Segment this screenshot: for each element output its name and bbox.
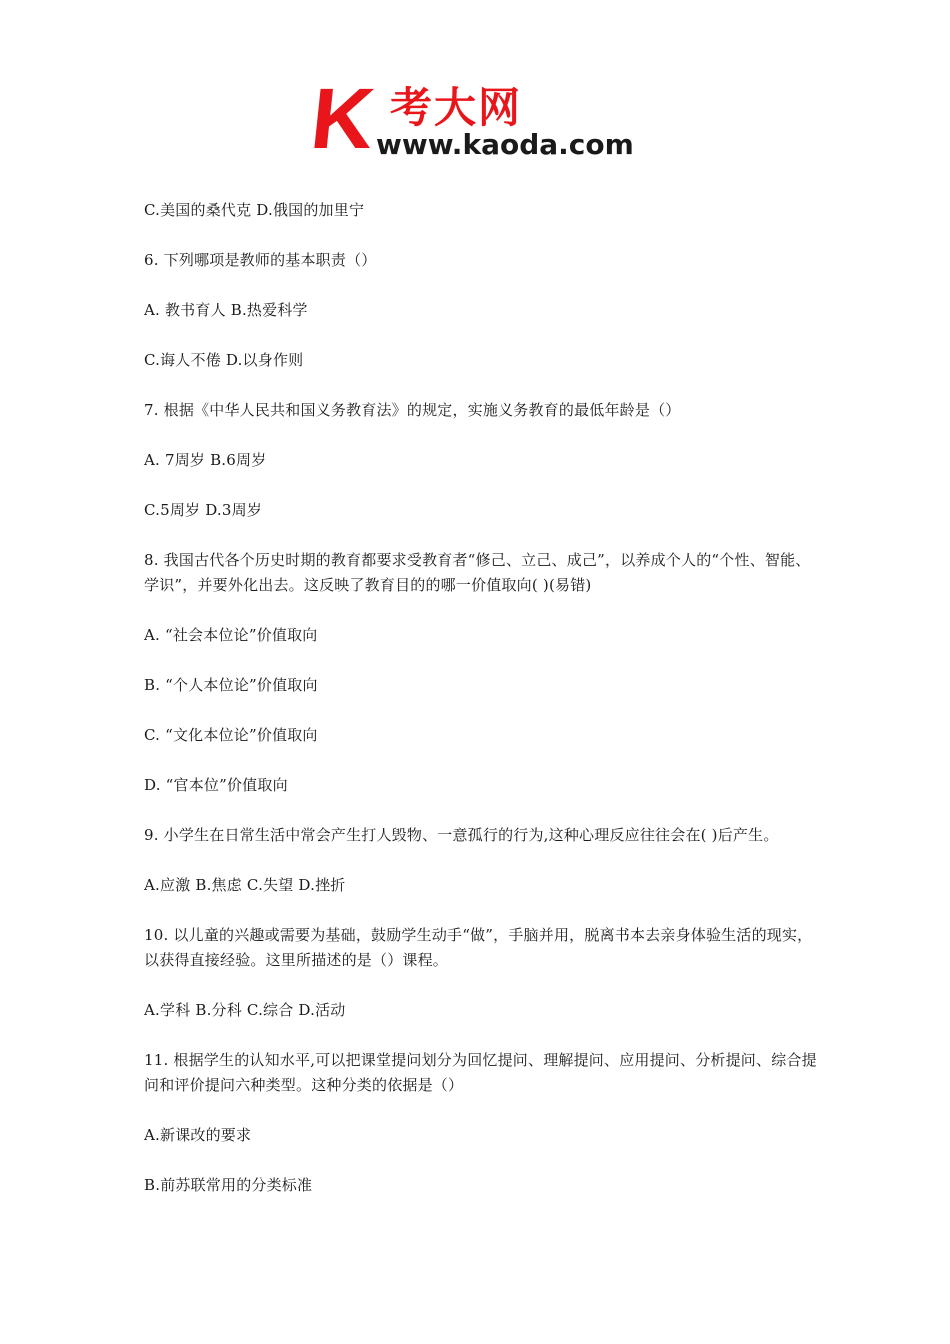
question-8: 8. 我国古代各个历史时期的教育都要求受教育者“修己、立己、成己”，以养成个人的“个性、智能、学识”，并要外化出去。这反映了教育目的的哪一价值取向( )(易错) bbox=[144, 551, 811, 594]
option-line: C.诲人不倦 D.以身作则 bbox=[144, 351, 304, 369]
logo-brand-text: 考大网 bbox=[390, 83, 523, 132]
option-line: C. “文化本位论”价值取向 bbox=[144, 726, 318, 744]
option-line: A.应激 B.焦虑 C.失望 D.挫折 bbox=[144, 876, 346, 894]
question-10: 10. 以儿童的兴趣或需要为基础，鼓励学生动手“做”，手脑并用，脱离书本去亲身体验生活的现实，以获得直接经验。这里所描述的是（）课程。 bbox=[144, 926, 813, 969]
logo-k-letter: K bbox=[306, 71, 379, 167]
question-11: 11. 根据学生的认知水平,可以把课堂提问划分为回忆提问、理解提问、应用提问、分析提问、综合提问和评价提问六种类型。这种分类的依据是（） bbox=[144, 1051, 817, 1094]
question-6: 6. 下列哪项是教师的基本职责（） bbox=[144, 251, 377, 269]
option-line: D. “官本位”价值取向 bbox=[144, 776, 288, 794]
option-line: B.前苏联常用的分类标准 bbox=[144, 1176, 313, 1194]
option-line: A. 教书育人 B.热爱科学 bbox=[144, 301, 308, 319]
option-line: A. “社会本位论”价值取向 bbox=[144, 626, 318, 644]
question-7: 7. 根据《中华人民共和国义务教育法》的规定，实施义务教育的最低年龄是（） bbox=[144, 401, 681, 419]
option-line: C.5周岁 D.3周岁 bbox=[144, 501, 263, 519]
question-9: 9. 小学生在日常生活中常会产生打人毁物、一意孤行的行为,这种心理反应往往会在( )后产生。 bbox=[144, 826, 779, 844]
document-body bbox=[144, 198, 824, 1223]
option-line: A.新课改的要求 bbox=[144, 1126, 252, 1144]
kaoda-logo bbox=[306, 71, 640, 167]
option-line: A. 7周岁 B.6周岁 bbox=[144, 451, 267, 469]
text-line: C.美国的桑代克 D.俄国的加里宁 bbox=[144, 201, 365, 219]
logo-url-text: www.kaoda.com bbox=[376, 128, 634, 161]
option-line: B. “个人本位论”价值取向 bbox=[144, 676, 318, 694]
option-line: A.学科 B.分科 C.综合 D.活动 bbox=[144, 1001, 346, 1019]
